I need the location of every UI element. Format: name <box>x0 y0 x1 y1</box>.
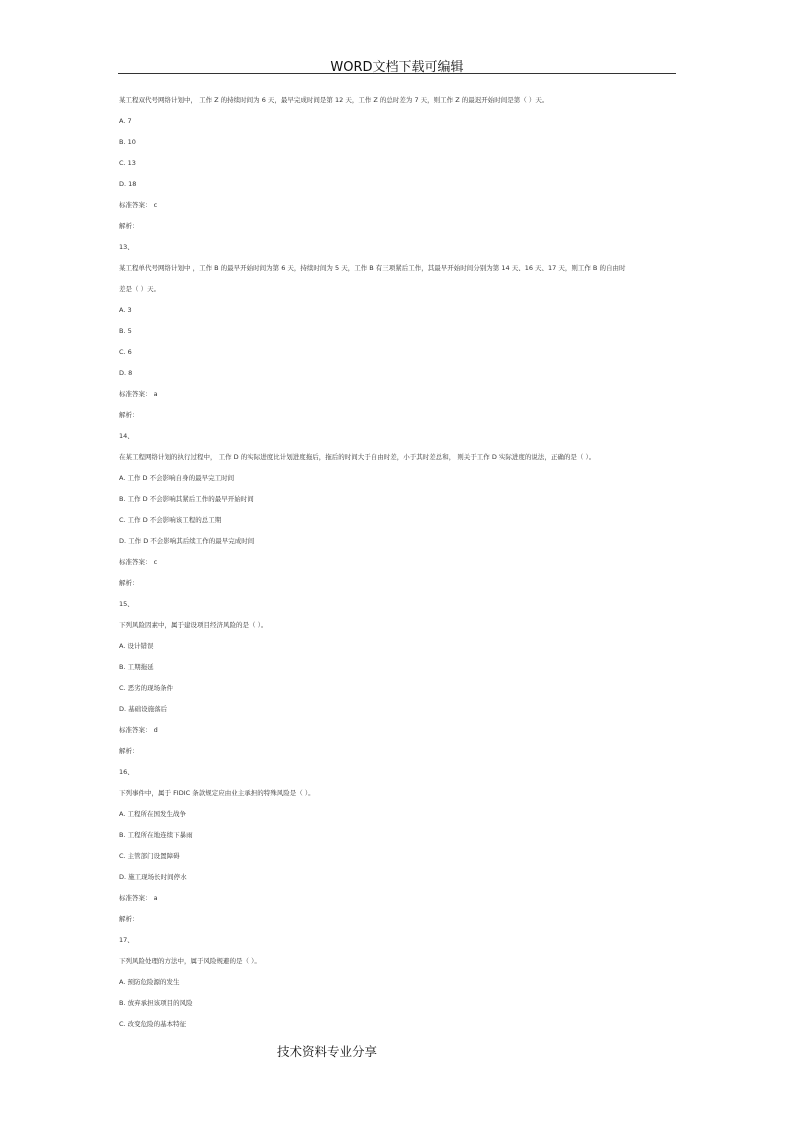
question-14-stem: 在某工程网络计划的执行过程中， 工作 D 的实际进度比计划进度拖后，拖后的时间大于自由时差，小于其时差总和， 则关于工作 D 实际进度的说法，正确的是（ ）。 <box>119 453 596 461</box>
document-body <box>119 97 679 1042</box>
question-13-option-c: C. 6 <box>119 348 132 356</box>
question-17-option-a: A. 预防危险源的发生 <box>119 978 180 986</box>
question-13-stem: 某工程单代号网络计划中 ，工作 B 的最早开始时间为第 6 天，持续时间为 5 天，工作 B 有三项紧后工作，其最早开始时间分别为第 14 天、16 天、17 天，则工作 B 的自由时 <box>119 264 626 272</box>
question-14-answer: 标准答案： c <box>119 558 158 566</box>
question-15-analysis: 解析： <box>119 747 139 755</box>
question-17-option-c: C. 改变危险的基本特征 <box>119 1020 187 1028</box>
question-14-number: 14、 <box>119 432 134 440</box>
question-17-number: 17、 <box>119 936 134 944</box>
question-15-stem: 下列风险因素中，属于建设项目经济风险的是（ ）。 <box>119 621 268 629</box>
question-12-option-a: A. 7 <box>119 117 132 125</box>
question-16-option-c: C. 主管部门设置障碍 <box>119 852 180 860</box>
question-12-stem: 某工程双代号网络计划中， 工作 Z 的持续时间为 6 天，最早完成时间是第 12 天，工作 Z 的总时差为 7 天，则工作 Z 的最迟开始时间是第（ ）天。 <box>119 96 549 104</box>
question-16-answer: 标准答案： a <box>119 894 158 902</box>
question-12-option-c: C. 13 <box>119 159 136 167</box>
question-16-option-b: B. 工程所在地连续下暴雨 <box>119 831 193 839</box>
question-17-stem: 下列风险处理的方法中，属于风险规避的是（ ）。 <box>119 957 261 965</box>
question-15-option-a: A. 设计错误 <box>119 642 154 650</box>
question-15-option-c: C. 恶劣的现场条件 <box>119 684 174 692</box>
question-16-option-d: D. 施工现场长时间停水 <box>119 873 187 881</box>
question-13-option-b: B. 5 <box>119 327 132 335</box>
question-16-analysis: 解析： <box>119 915 139 923</box>
question-15-option-d: D. 基础设施落后 <box>119 705 168 713</box>
question-15-option-b: B. 工期拖延 <box>119 663 154 671</box>
question-12-answer: 标准答案： c <box>119 201 158 209</box>
question-12-option-d: D. 18 <box>119 180 137 188</box>
header-divider <box>118 73 676 74</box>
question-13-stem-cont: 差是（ ）天。 <box>119 285 161 293</box>
question-14-option-a: A. 工作 D 不会影响自身的最早完工时间 <box>119 474 235 482</box>
question-13-answer: 标准答案： a <box>119 390 158 398</box>
question-12-analysis: 解析： <box>119 222 139 230</box>
question-14-option-d: D. 工作 D 不会影响其后续工作的最早完成时间 <box>119 537 255 545</box>
question-13-analysis: 解析： <box>119 411 139 419</box>
page-footer: 技术资料专业分享 <box>277 1044 378 1059</box>
question-13-number: 13、 <box>119 243 134 251</box>
question-14-option-c: C. 工作 D 不会影响该工程的总工期 <box>119 516 222 524</box>
question-14-analysis: 解析： <box>119 579 139 587</box>
page-header: WORD文档下载可编辑 <box>330 60 464 75</box>
question-15-answer: 标准答案： d <box>119 726 158 734</box>
question-16-option-a: A. 工程所在国发生战争 <box>119 810 186 818</box>
question-13-option-d: D. 8 <box>119 369 133 377</box>
question-15-number: 15、 <box>119 600 134 608</box>
question-12-option-b: B. 10 <box>119 138 136 146</box>
question-14-option-b: B. 工作 D 不会影响其紧后工作的最早开始时间 <box>119 495 254 503</box>
question-16-number: 16、 <box>119 768 134 776</box>
question-17-option-b: B. 放弃承担该项目的风险 <box>119 999 193 1007</box>
question-13-option-a: A. 3 <box>119 306 132 314</box>
question-16-stem: 下列事件中，属于 FIDIC 条款规定应由业主承担的特殊风险是（ ）。 <box>119 789 315 797</box>
